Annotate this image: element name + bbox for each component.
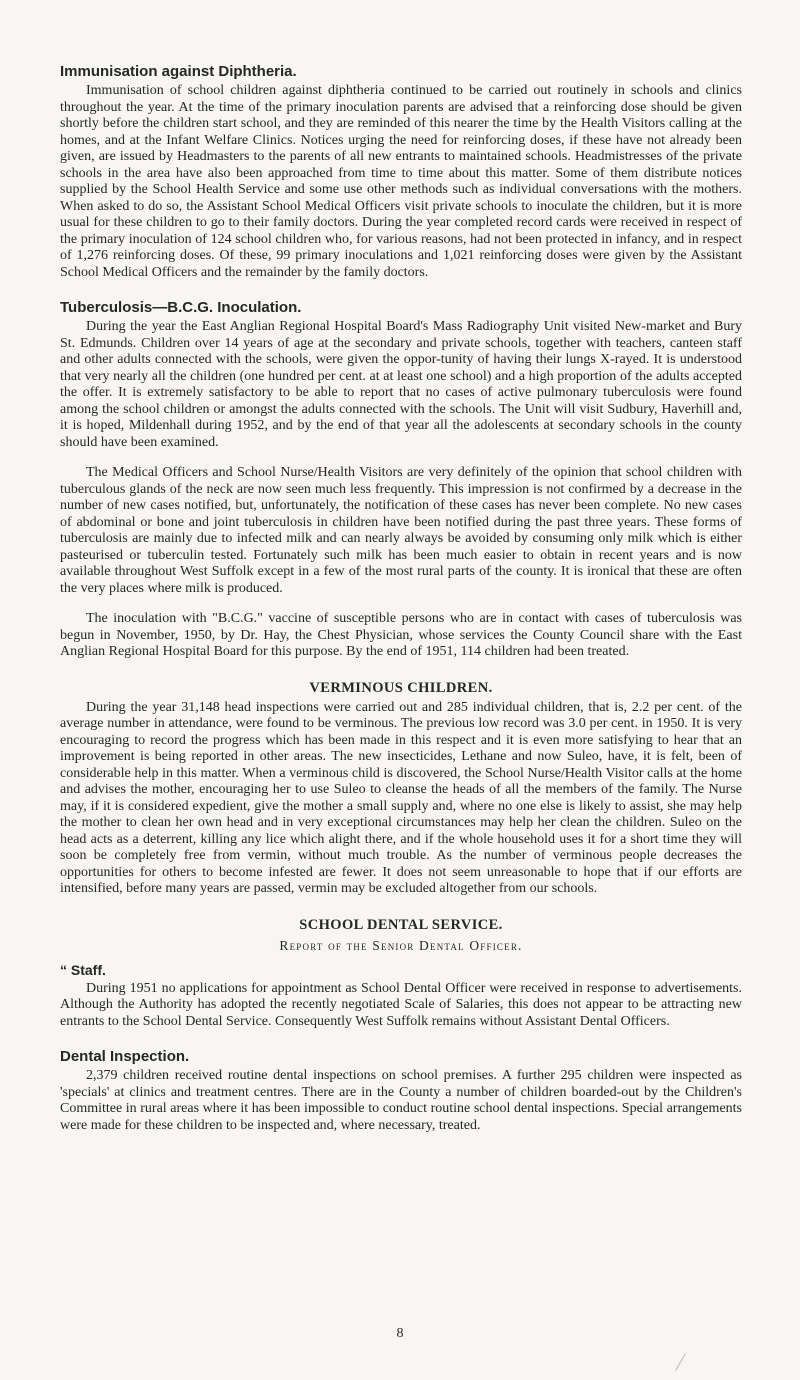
- document-body: [60, 62, 742, 1134]
- tuberculosis-paragraph-1: During the year the East Anglian Regional Hospital Board's Mass Radiography Unit visited New-market and Bury St. Edmunds. Children over 14 years of age at the secondary and private schools, together with teachers, canteen staff and other adults connected with the schools, were given the oppor-tunity of having their lungs X-rayed. It is understood that very nearly all the children (one hundred per cent. at at least one school) and a high proportion of the adults accepted the offer. It is extremely satisfactory to be able to report that no cases of active pulmonary tuberculosis were found among the school children or amongst the adults connected with the schools. The Unit will visit Sudbury, Haverhill and, it is hoped, Mildenhall during 1952, and by the end of that year all the adolescents at secondary schools in the county should have been examined.: [60, 319, 742, 450]
- page-number: 8: [396, 1326, 404, 1341]
- tuberculosis-heading: Tuberculosis—B.C.G. Inoculation.: [60, 299, 302, 316]
- dental-heading: SCHOOL DENTAL SERVICE.: [299, 916, 503, 933]
- diphtheria-paragraph: Immunisation of school children against diphtheria continued to be carried out routinely in schools and clinics throughout the year. At the time of the primary inoculation parents are advised that a reinforcing dose should be given shortly before the children start school, and they are reminded of this nearer the time by the Health Visitors calling at the homes, and at the Infant Welfare Clinics. Notices urging the need for reinforcing doses, if these have not already been given, are issued by Headmasters to the parents of all new entrants to maintained schools. Headmistresses of the private schools in the area have also been approached from time to time about this matter. Some of them distribute notices supplied by the School Health Service and some use other methods such as individual conversations with the mothers. When asked to do so, the Assistant School Medical Officers visit private schools to inoculate the children, but it is more usual for these children to go to their family doctors. During the year completed record cards were received in respect of the primary inoculation of 124 school children who, for various reasons, had not been protected in infancy, and in respect of 1,276 reinforcing doses. Of these, 99 primary inoculations and 1,021 reinforcing doses were given by the Assistant School Medical Officers and the remainder by the family doctors.: [60, 83, 742, 280]
- staff-paragraph: During 1951 no applications for appointment as School Dental Officer were received in response to advertisements. Although the Authority has adopted the recently negotiated Scale of Salaries, this does not appear to be attracting new entrants to the School Dental Service. Consequently West Suffolk remains without Assistant Dental Officers.: [60, 980, 742, 1029]
- tuberculosis-paragraph-2: The Medical Officers and School Nurse/Health Visitors are very definitely of the opinion that school children with tuberculous glands of the neck are now seen much less frequently. This impression is not confirmed by a decrease in the number of new cases notified, but, unfortunately, the notification of these cases has never been complete. No new cases of abdominal or bone and joint tuberculosis in children have been notified during the past three years. These forms of tuberculosis are mainly due to infected milk and can nearly always be avoided by consuming only milk which is either pasteurised or tuberculin tested. Fortunately such milk has been much easier to obtain in recent years and is now available throughout West Suffolk except in a few of the most rural parts of the county. It is ironical that these are often the very places where milk is produced.: [60, 465, 742, 596]
- staff-heading: “ Staff.: [60, 961, 106, 978]
- dental-inspection-paragraph: 2,379 children received routine dental inspections on school premises. A further 295 children were inspected as 'specials' at clinics and treatment centres. There are in the County a number of children boarded-out by the Children's Committee in rural areas where it has been impossible to conduct routine school dental inspections. Special arrangements were made for these children to be inspected and, where necessary, treated.: [60, 1068, 742, 1133]
- dental-subheading: Report of the Senior Dental Officer.: [279, 937, 523, 953]
- verminous-heading: VERMINOUS CHILDREN.: [309, 679, 493, 696]
- dental-inspection-heading: Dental Inspection.: [60, 1048, 190, 1065]
- verminous-paragraph: During the year 31,148 head inspections were carried out and 285 individual children, that is, 2.2 per cent. of the average number in attendance, were found to be verminous. The previous low record was 3.0 per cent. in 1950. It is very encouraging to record the progress which has been made in this respect and it is even more satisfying to hear that an improvement is being reported in other areas. The new insecticides, Lethane and now Suleo, have, it is felt, been of considerable help in this matter. When a verminous child is discovered, the School Nurse/Health Visitor calls at the home and advises the mother, encouraging her to use Suleo to cleanse the heads of all the members of the family. The Nurse may, if it is considered expedient, give the mother a small supply and, where no one else is likely to assist, she may help the mother to clean her own head and in very exceptional circumstances may help her clean the children. Suleo on the head acts as a deterrent, killing any lice which alight there, and if the whole household uses it for a short time they will soon be completely free from vermin, without much trouble. As the number of verminous people decreases the opportunities for others to become infested are fewer. It does not seem unreasonable to hope that if our efforts are intensified, before many years are passed, vermin may be excluded altogether from our schools.: [60, 699, 742, 896]
- diphtheria-heading: Immunisation against Diphtheria.: [60, 63, 297, 80]
- tuberculosis-paragraph-3: The inoculation with "B.C.G." vaccine of susceptible persons who are in contact with cases of tuberculosis was begun in November, 1950, by Dr. Hay, the Chest Physician, whose services the County Council share with the East Anglian Regional Hospital Board for this purpose. By the end of 1951, 114 children had been treated.: [60, 611, 742, 659]
- stray-pen-mark: [675, 1353, 686, 1371]
